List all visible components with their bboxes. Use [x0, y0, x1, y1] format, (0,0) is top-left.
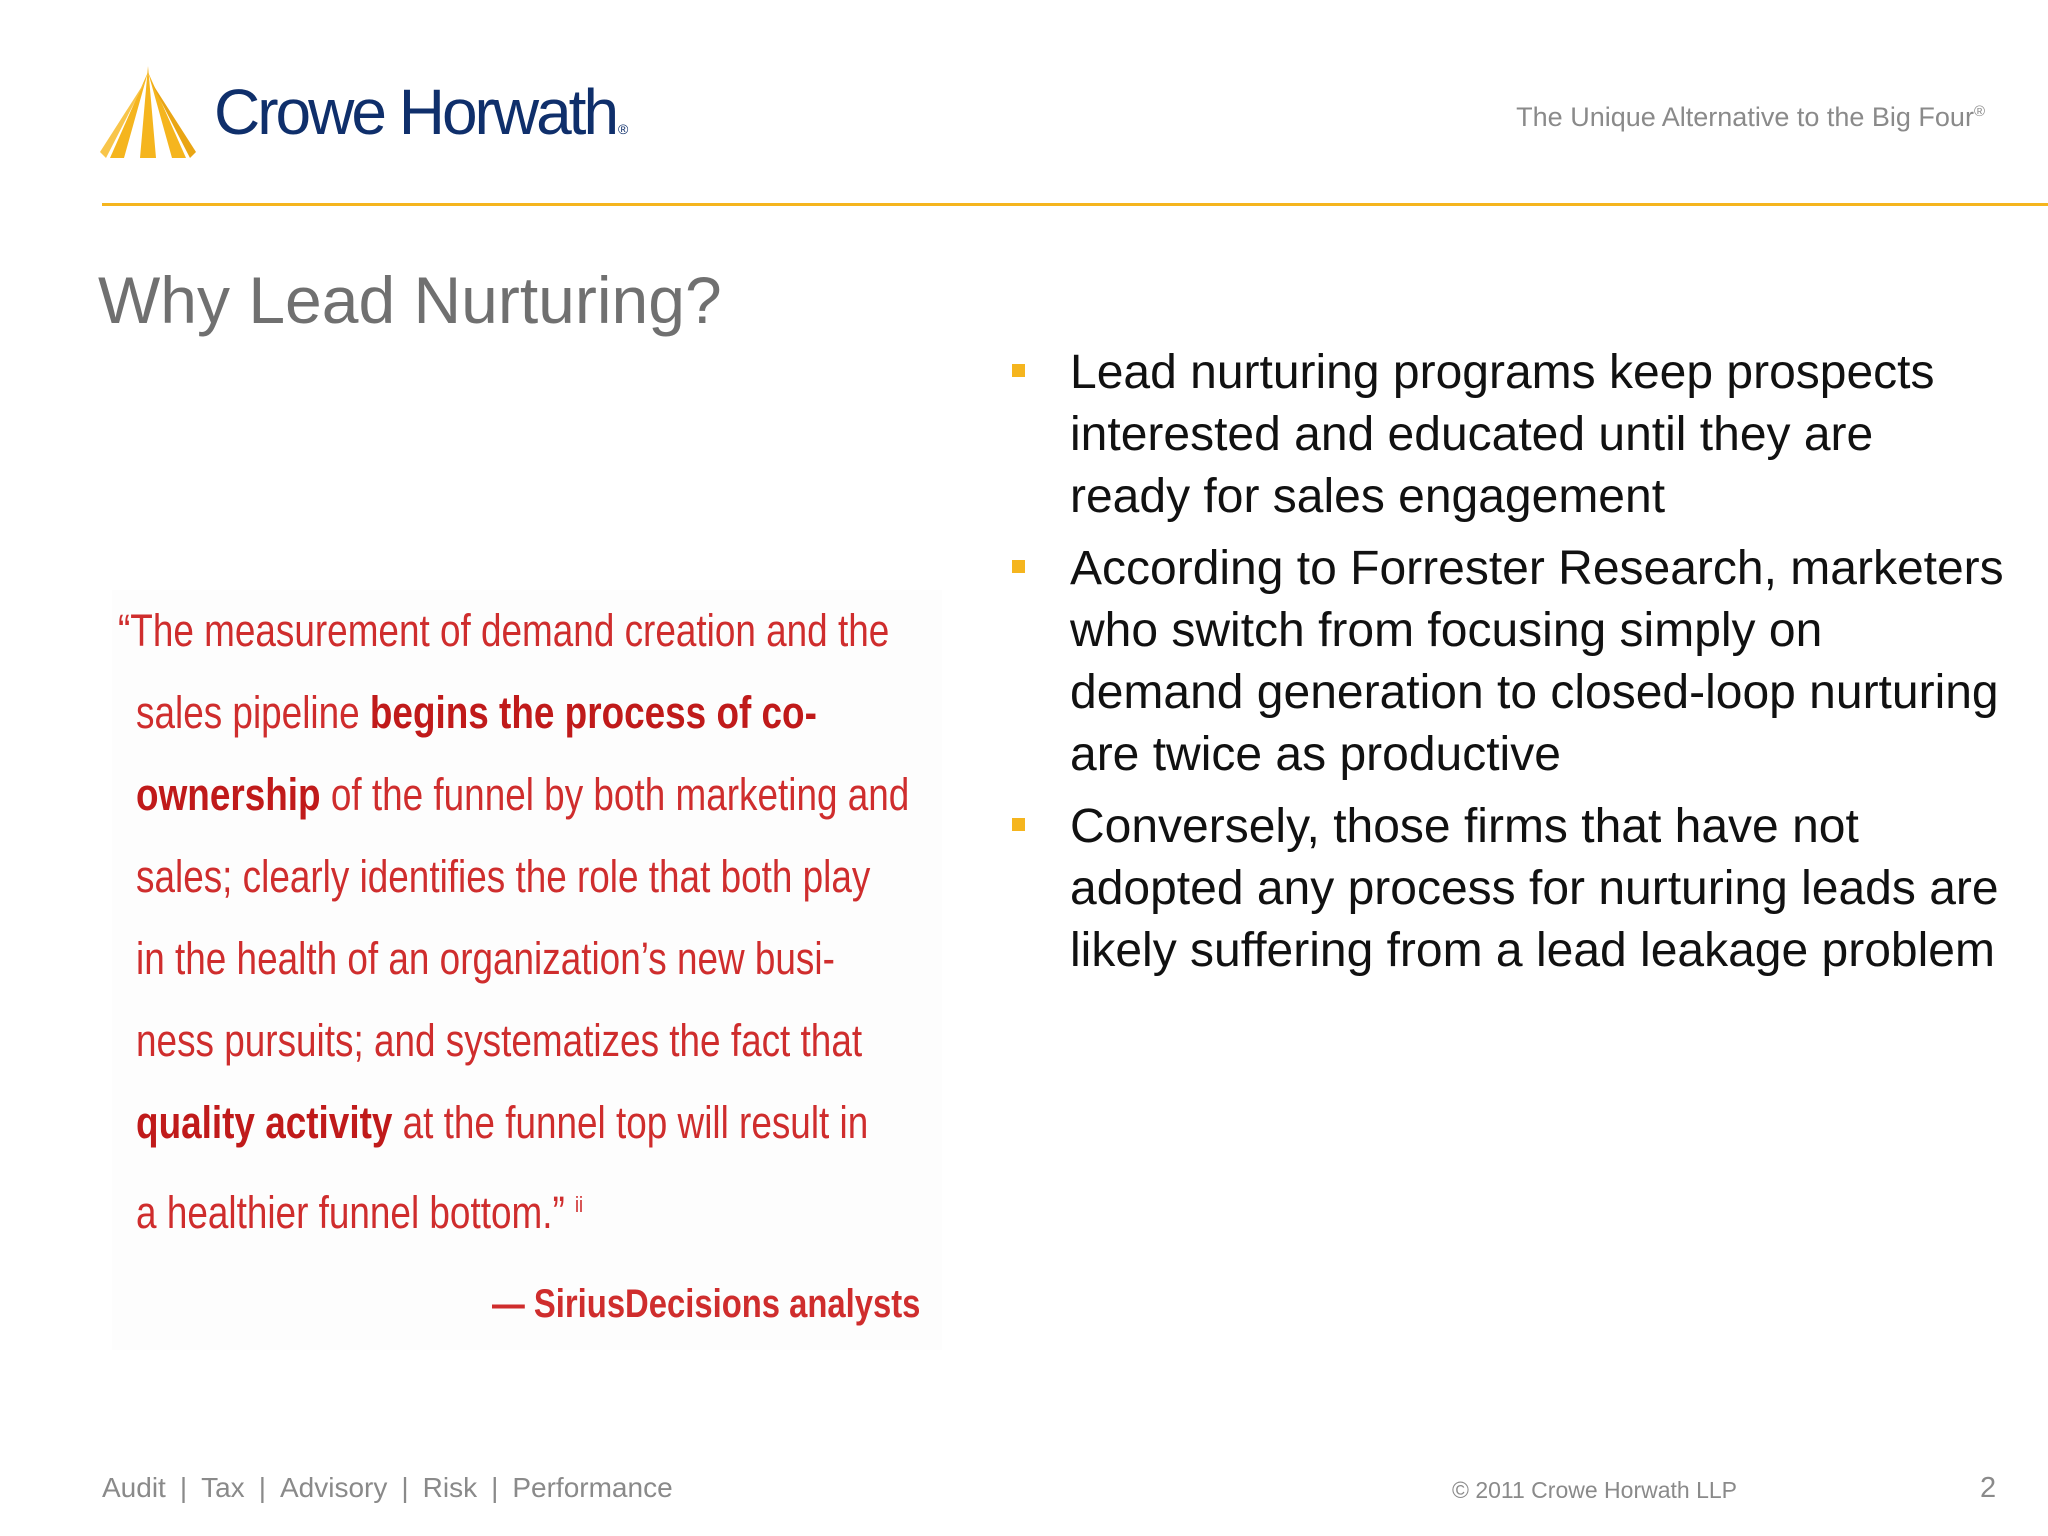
bullet-item: Conversely, those firms that have not adopted any process for nurturing leads are likely suffering from a lead leakage problem: [1006, 796, 2006, 982]
quote-line-3: ownership of the funnel by both marketing and: [136, 769, 910, 820]
footer-item-advisory: Advisory: [279, 1472, 388, 1503]
footer-service-lines: [102, 1472, 673, 1504]
quote-line-1: “The measurement of demand creation and the: [118, 605, 890, 656]
quote-text: [118, 590, 938, 1254]
quote-line-6: ness pursuits; and systematizes the fact that: [136, 1015, 863, 1066]
quote-line-8: a healthier funnel bottom.” $^{ii}$: [136, 1187, 584, 1238]
page-number: 2: [1980, 1472, 1997, 1504]
bullet-square-icon: [1012, 560, 1025, 573]
quote-line-5: in the health of an organization’s new busi-: [136, 933, 835, 984]
bullet-list: [1006, 342, 2006, 992]
quote-attribution: — SiriusDecisions analysts: [492, 1282, 921, 1326]
logo-sunburst-icon: [100, 66, 196, 158]
header-divider: [102, 203, 2048, 206]
quote-line-7: quality activity at the funnel top will result in: [136, 1097, 869, 1148]
footer-separator: |: [179, 1472, 188, 1503]
copyright: © 2011 Crowe Horwath LLP: [1452, 1477, 1737, 1503]
footer-separator: |: [491, 1472, 499, 1503]
bullet-item: Lead nurturing programs keep prospects interested and educated until they are ready for sales engagement: [1006, 342, 2006, 528]
footer-separator: |: [401, 1472, 409, 1503]
footer-item-risk: Risk: [422, 1472, 478, 1503]
footer-separator: |: [258, 1472, 266, 1503]
quote-image: [112, 590, 942, 1350]
footer-item-performance: Performance: [512, 1472, 673, 1503]
quote-footnote: ii: [575, 1192, 584, 1217]
quote-line-2: sales pipeline begins the process of co-: [136, 687, 817, 738]
footer-item-audit: Audit: [102, 1472, 166, 1503]
footer-item-tax: Tax: [201, 1472, 245, 1503]
slide-title: Why Lead Nurturing?: [98, 263, 722, 337]
logo-wordmark: Crowe Horwath ®: [214, 76, 629, 148]
bullet-item: According to Forrester Research, marketers who switch from focusing simply on demand generation to closed-loop nurturing are twice as productive: [1006, 538, 2006, 786]
tagline: The Unique Alternative to the Big Four®: [1516, 102, 1985, 132]
quote-line-4: sales; clearly identifies the role that both play: [136, 851, 871, 902]
bullet-square-icon: [1012, 818, 1025, 831]
company-logo: [100, 62, 628, 162]
bullet-square-icon: [1012, 364, 1025, 377]
